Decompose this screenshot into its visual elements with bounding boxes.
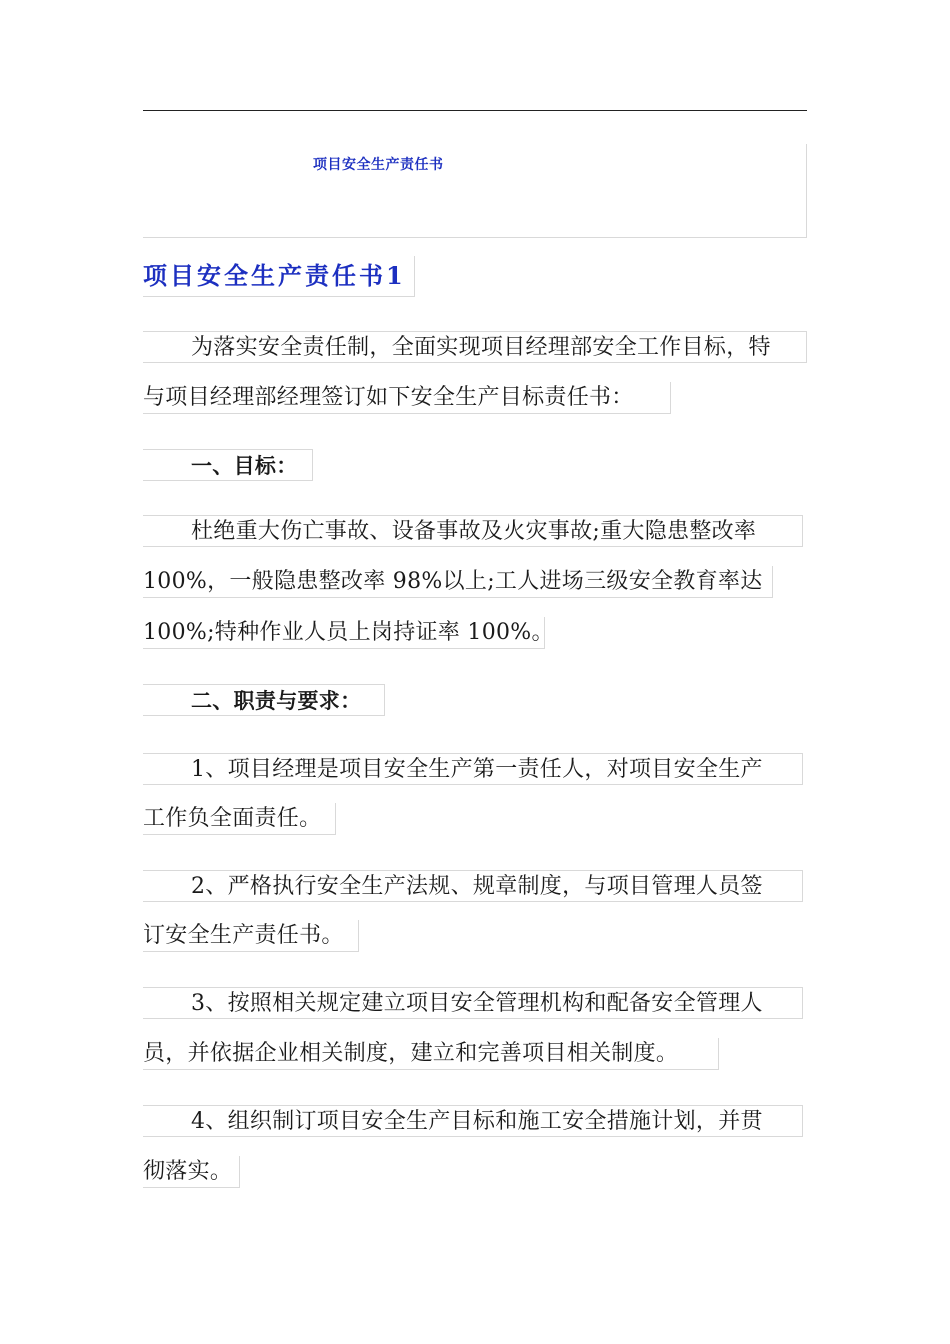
document-title: 项目安全生产责任书1	[143, 256, 415, 297]
goals-line-1: 杜绝重大伤亡事故、设备事故及火灾事故;重大隐患整改率	[143, 515, 803, 547]
section-heading-goals: 一、目标：	[143, 449, 313, 481]
running-title: 项目安全生产责任书	[313, 157, 444, 173]
intro-line-2: 与项目经理部经理签订如下安全生产目标责任书：	[143, 382, 671, 414]
duty-4-line-2: 彻落实。	[143, 1156, 240, 1188]
duty-2-line-1: 2、严格执行安全生产法规、规章制度，与项目管理人员签	[143, 870, 803, 902]
goals-line-2: 100%，一般隐患整改率 98%以上;工人进场三级安全教育率达	[143, 566, 773, 598]
duty-3-line-2: 员，并依据企业相关制度，建立和完善项目相关制度。	[143, 1038, 719, 1070]
goals-line-3: 100%;特种作业人员上岗持证率 100%。	[143, 617, 545, 649]
duty-3-line-1: 3、按照相关规定建立项目安全管理机构和配备安全管理人	[143, 987, 803, 1019]
duty-1-line-1: 1、项目经理是项目安全生产第一责任人，对项目安全生产	[143, 753, 803, 785]
header-rule	[143, 110, 807, 111]
duty-1-line-2: 工作负全面责任。	[143, 803, 336, 835]
section-heading-duties: 二、职责与要求：	[143, 684, 385, 716]
duty-2-line-2: 订安全生产责任书。	[143, 920, 359, 952]
intro-line-1: 为落实安全责任制，全面实现项目经理部安全工作目标，特	[143, 331, 807, 363]
page-header	[143, 144, 807, 238]
duty-4-line-1: 4、组织制订项目安全生产目标和施工安全措施计划，并贯	[143, 1105, 803, 1137]
